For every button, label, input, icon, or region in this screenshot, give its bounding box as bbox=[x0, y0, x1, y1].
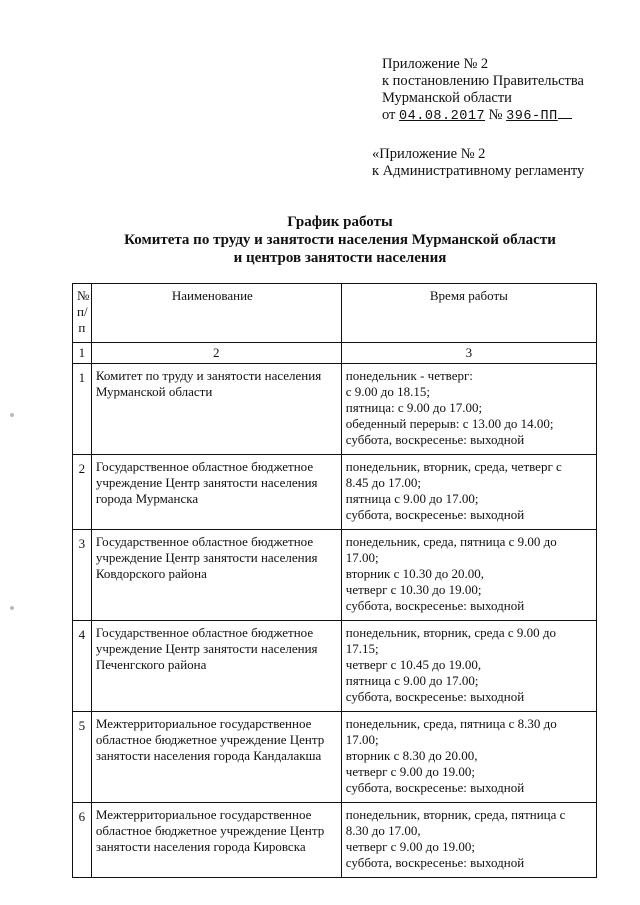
working-hours bbox=[341, 364, 596, 455]
table-row bbox=[73, 621, 597, 712]
institution-name: Государственное областное бюджетное учреждение Центр занятости населения Ковдорского района bbox=[91, 530, 341, 621]
table-row bbox=[73, 455, 597, 530]
working-hours-line: понедельник, вторник, среда, четверг с bbox=[345, 459, 562, 474]
resolution-date: 04.08.2017 bbox=[399, 109, 486, 124]
number-label: № bbox=[488, 107, 503, 123]
working-hours-line: суббота, воскресенье: выходной bbox=[345, 855, 525, 870]
from-label: от bbox=[382, 107, 396, 123]
document-title bbox=[60, 213, 620, 267]
working-hours bbox=[341, 712, 596, 803]
header-name: Наименование bbox=[91, 284, 341, 343]
working-hours-line: понедельник, вторник, среда с 9.00 до bbox=[345, 625, 557, 640]
header-time: Время работы bbox=[341, 284, 596, 343]
appendix-title: Приложение № 2 bbox=[382, 56, 489, 72]
row-number: 2 bbox=[73, 455, 92, 530]
schedule-table bbox=[72, 283, 597, 878]
working-hours-line: 17.00; bbox=[345, 550, 379, 565]
working-hours-line: суббота, воскресенье: выходной bbox=[345, 598, 525, 613]
appendix-date-line bbox=[382, 107, 584, 125]
working-hours bbox=[341, 530, 596, 621]
working-hours bbox=[341, 803, 596, 878]
working-hours-line: понедельник, среда, пятница с 9.00 до bbox=[345, 534, 557, 549]
institution-name: Комитет по труду и занятости населения Мурманской области bbox=[91, 364, 341, 455]
institution-name: Государственное областное бюджетное учреждение Центр занятости населения Печенгского района bbox=[91, 621, 341, 712]
working-hours bbox=[341, 621, 596, 712]
working-hours-line: суббота, воскресенье: выходной bbox=[345, 432, 525, 447]
row-number: 1 bbox=[73, 364, 92, 455]
title-line-2: Комитета по труду и занятости населения Мурманской области bbox=[124, 232, 556, 248]
working-hours-line: четверг с 9.00 до 19.00; bbox=[345, 764, 475, 779]
table-row bbox=[73, 530, 597, 621]
working-hours-line: четверг с 9.00 до 19.00; bbox=[345, 839, 475, 854]
row-number: 4 bbox=[73, 621, 92, 712]
column-number-3: 3 bbox=[341, 343, 596, 364]
working-hours-line: 17.15; bbox=[345, 641, 379, 656]
working-hours-line: четверг с 10.45 до 19.00, bbox=[345, 657, 482, 672]
table-header-row bbox=[73, 284, 597, 343]
working-hours-line: с 9.00 до 18.15; bbox=[345, 384, 431, 399]
institution-name: Государственное областное бюджетное учреждение Центр занятости населения города Мурманска bbox=[91, 455, 341, 530]
table-row bbox=[73, 364, 597, 455]
institution-name: Межтерриториальное государственное областное бюджетное учреждение Центр занятости населения города Кировска bbox=[91, 803, 341, 878]
working-hours-line: четверг с 10.30 до 19.00; bbox=[345, 582, 482, 597]
working-hours-line: 17.00; bbox=[345, 732, 379, 747]
working-hours bbox=[341, 455, 596, 530]
working-hours-line: 8.45 до 17.00; bbox=[345, 475, 422, 490]
row-number: 5 bbox=[73, 712, 92, 803]
working-hours-line: понедельник, среда, пятница с 8.30 до bbox=[345, 716, 557, 731]
header-num: № п/п bbox=[73, 284, 92, 343]
table-row bbox=[73, 803, 597, 878]
working-hours-line: обеденный перерыв: с 13.00 до 14.00; bbox=[345, 416, 554, 431]
row-number: 3 bbox=[73, 530, 92, 621]
title-line-1: График работы bbox=[287, 214, 393, 230]
working-hours-line: суббота, воскресенье: выходной bbox=[345, 507, 525, 522]
resolution-number: 396-ПП bbox=[506, 109, 558, 124]
working-hours-line: 8.30 до 17.00, bbox=[345, 823, 421, 838]
schedule-body bbox=[73, 364, 597, 878]
underline-tail bbox=[558, 107, 572, 119]
column-number-row bbox=[73, 343, 597, 364]
appendix-region-line: Мурманской области bbox=[382, 90, 512, 106]
table-row bbox=[73, 712, 597, 803]
appendix-block bbox=[382, 56, 584, 125]
appendix-resolution-line: к постановлению Правительства bbox=[382, 73, 584, 89]
working-hours-line: понедельник - четверг: bbox=[345, 368, 473, 383]
row-number: 6 bbox=[73, 803, 92, 878]
working-hours-line: пятница: с 9.00 до 17.00; bbox=[345, 400, 483, 415]
working-hours-line: пятница с 9.00 до 17.00; bbox=[345, 673, 479, 688]
column-number-1: 1 bbox=[73, 343, 92, 364]
regulation-appendix-subtitle: к Административному регламенту bbox=[372, 163, 585, 179]
working-hours-line: вторник с 8.30 до 20.00, bbox=[345, 748, 478, 763]
regulation-appendix-title: «Приложение № 2 bbox=[372, 146, 486, 162]
scan-mark bbox=[10, 413, 14, 417]
working-hours-line: суббота, воскресенье: выходной bbox=[345, 689, 525, 704]
institution-name: Межтерриториальное государственное областное бюджетное учреждение Центр занятости населения города Кандалакша bbox=[91, 712, 341, 803]
working-hours-line: понедельник, вторник, среда, пятница с bbox=[345, 807, 566, 822]
working-hours-line: пятница с 9.00 до 17.00; bbox=[345, 491, 479, 506]
regulation-appendix-block bbox=[372, 146, 584, 180]
title-line-3: и центров занятости населения bbox=[233, 250, 447, 266]
column-number-2: 2 bbox=[91, 343, 341, 364]
scan-mark bbox=[10, 606, 14, 610]
working-hours-line: суббота, воскресенье: выходной bbox=[345, 780, 525, 795]
working-hours-line: вторник с 10.30 до 20.00, bbox=[345, 566, 484, 581]
